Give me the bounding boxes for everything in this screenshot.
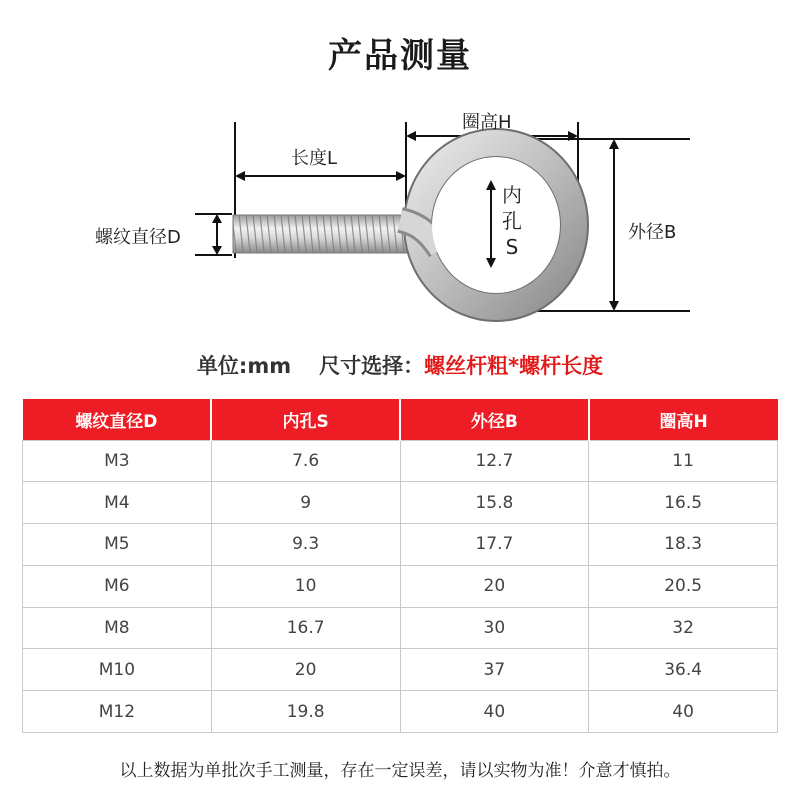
cell-outer-diameter: 12.7 bbox=[400, 440, 589, 482]
cell-outer-diameter: 40 bbox=[400, 691, 589, 733]
cell-outer-diameter: 37 bbox=[400, 649, 589, 691]
cell-thread-diameter: M10 bbox=[23, 649, 212, 691]
footnote: 以上数据为单批次手工测量，存在一定误差，请以实物为准！介意才慎拍。 bbox=[119, 761, 681, 781]
cell-inner-hole: 10 bbox=[211, 565, 400, 607]
cell-inner-hole: 9 bbox=[211, 482, 400, 524]
cell-outer-diameter: 15.8 bbox=[400, 482, 589, 524]
size-prefix: 尺寸选择： bbox=[319, 354, 425, 378]
measurement-diagram bbox=[0, 100, 800, 330]
cell-outer-diameter: 30 bbox=[400, 607, 589, 649]
ring-height-label: 圈高H bbox=[462, 112, 512, 133]
table-row bbox=[23, 565, 778, 607]
header-outer-diameter: 外径B bbox=[400, 399, 589, 440]
cell-thread-diameter: M3 bbox=[23, 440, 212, 482]
outer-diameter-label: 外径B bbox=[628, 222, 677, 243]
cell-thread-diameter: M12 bbox=[23, 691, 212, 733]
inner-hole-label-line1: 内 bbox=[502, 183, 522, 207]
cell-ring-height: 18.3 bbox=[589, 524, 778, 566]
length-label: 长度L bbox=[291, 148, 338, 169]
page-title: 产品测量 bbox=[328, 36, 472, 76]
thread-diameter-label: 螺纹直径D bbox=[95, 227, 181, 248]
inner-hole-label-line2: 孔 bbox=[502, 209, 522, 233]
cell-thread-diameter: M5 bbox=[23, 524, 212, 566]
table-row bbox=[23, 649, 778, 691]
cell-ring-height: 32 bbox=[589, 607, 778, 649]
table-header-row bbox=[23, 399, 778, 440]
header-inner-hole: 内孔S bbox=[211, 399, 400, 440]
cell-inner-hole: 9.3 bbox=[211, 524, 400, 566]
cell-inner-hole: 7.6 bbox=[211, 440, 400, 482]
subtitle bbox=[0, 350, 800, 380]
cell-ring-height: 36.4 bbox=[589, 649, 778, 691]
unit-text: 单位:mm bbox=[196, 354, 292, 378]
cell-ring-height: 11 bbox=[589, 440, 778, 482]
spec-table bbox=[22, 399, 778, 733]
cell-thread-diameter: M8 bbox=[23, 607, 212, 649]
table-row bbox=[23, 482, 778, 524]
cell-outer-diameter: 20 bbox=[400, 565, 589, 607]
cell-thread-diameter: M4 bbox=[23, 482, 212, 524]
table-row bbox=[23, 524, 778, 566]
inner-hole-label-line3: S bbox=[505, 235, 519, 259]
cell-inner-hole: 20 bbox=[211, 649, 400, 691]
header-thread-diameter: 螺纹直径D bbox=[23, 399, 212, 440]
inner-hole-label bbox=[500, 182, 524, 260]
table-row bbox=[23, 440, 778, 482]
size-choice: 螺丝杆粗*螺杆长度 bbox=[424, 354, 604, 378]
cell-inner-hole: 19.8 bbox=[211, 691, 400, 733]
cell-inner-hole: 16.7 bbox=[211, 607, 400, 649]
eye-bolt-diagram bbox=[0, 100, 800, 330]
cell-ring-height: 40 bbox=[589, 691, 778, 733]
table-row bbox=[23, 691, 778, 733]
cell-outer-diameter: 17.7 bbox=[400, 524, 589, 566]
table-row bbox=[23, 607, 778, 649]
header-ring-height: 圈高H bbox=[589, 399, 778, 440]
cell-thread-diameter: M6 bbox=[23, 565, 212, 607]
cell-ring-height: 20.5 bbox=[589, 565, 778, 607]
cell-ring-height: 16.5 bbox=[589, 482, 778, 524]
